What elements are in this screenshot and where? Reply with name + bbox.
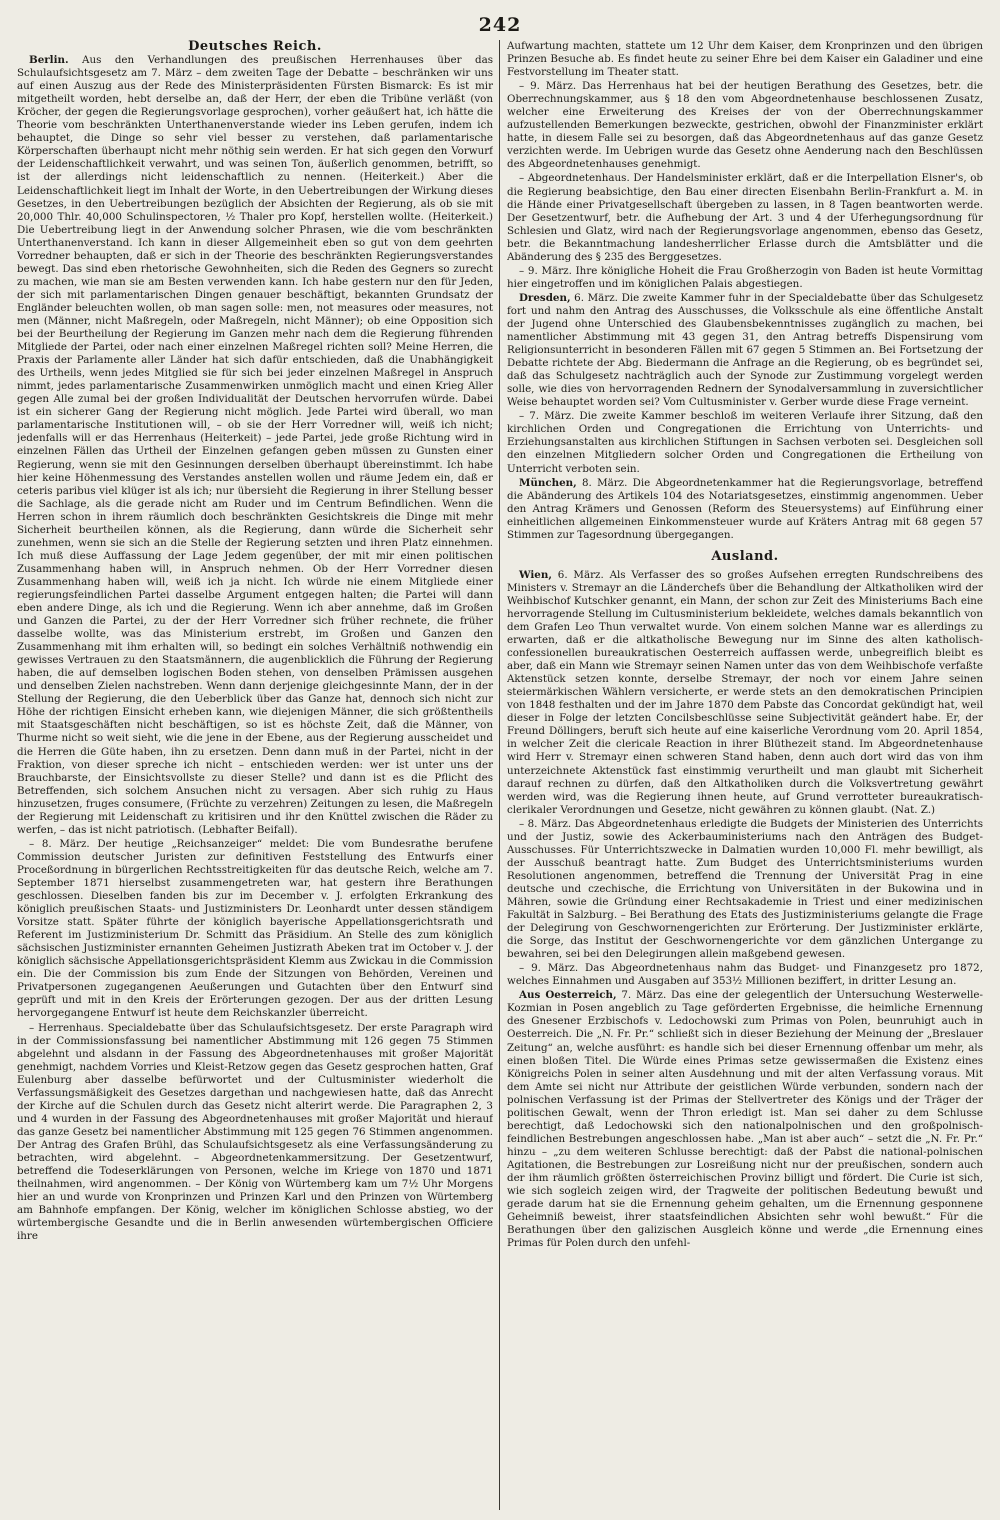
article-paragraph	[507, 292, 983, 409]
paragraph-text: 6. März. Als Verfasser des so großes Aufsehen erregten Rundschreibens des Ministers v. Stremayr an die Länderchefs über die Behandlung der Altkatholiken wird der Weihbischof Kutschker genannt, ein Mann, der schon zur Zeit des Ministeriums Bach eine hervorragende Stellung im Cultusministerium bekleidete, welches damals bekanntlich von dem Grafen Leo Thun verwaltet wurde. Von einem solchen Manne war es allerdings zu erwarten, daß er die altkatholische Bewegung nur im Sinne des alten katholisch-confessionellen bureaukratischen Oesterreich auffassen werde, unbegreiflich bleibt es aber, daß ein Mann wie Stremayr seinen Namen unter das von dem Weihbischofe verfaßte Aktenstück setzen konnte, derselbe Stremayr, der noch vor einem Jahre seinen steiermärkischen Wählern versicherte, er werde stets an den demokratischen Principien von 1848 festhalten und der im Jahre 1870 dem Pabste das Concordat gekündigt hat, weil dieser in Folge der letzten Concilsbeschlüsse seine Subjectivität geändert habe. Er, der Freund Döllingers, beruft sich heute auf eine kaiserliche Verordnung vom 20. April 1854, in welcher Zeit die clericale Reaction in ihrer Blüthezeit stand. Im Abgeordnetenhause wird Herr v. Stremayr einen schweren Stand haben, denn auch dort wird das von ihm unterzeichnete Aktenstück fast einstimmig verurtheilt und man glaubt mit Sicherheit darauf rechnen zu dürfen, daß den Altkatholiken durch die Volksvertretung gewährt werden wird, was die Regierung ihnen heute, auf Grund verrotteter bureaukratisch-clerikaler Verordnungen und Gesetze, nicht gewähren zu können glaubt. (Nat. Z.)	[507, 568, 983, 816]
paragraph-text: – 9. März. Das Herrenhaus hat bei der heutigen Berathung des Gesetzes, betr. die Oberrechnungskammer, aus § 18 den vom Abgeordnetenhause beschlossenen Zusatz, welcher eine Erweiterung des Kreises der von der Oberrechnungskammer aufzustellenden Bemerkungen bezweckte, gestrichen, obwohl der Finanzminister erklärt hatte, in diesem Falle sei zu besorgen, daß das Abgeordnetenhaus auf das ganze Gesetz verzichten werde. Im Uebrigen wurde das Gesetz ohne Aenderung nach den Beschlüssen des Abgeordnetenhauses genehmigt.	[507, 80, 983, 171]
article-paragraph	[507, 80, 983, 171]
article-paragraph	[507, 265, 983, 291]
paragraph-text: Aufwartung machten, stattete um 12 Uhr dem Kaiser, dem Kronprinzen und den übrigen Prinzen Besuche ab. Es findet heute zu seiner Ehre bei dem Kaiser ein Galadiner und eine Festvorstellung im Theater statt.	[507, 40, 983, 79]
dateline: Berlin.	[29, 54, 69, 67]
article-paragraph	[507, 477, 983, 542]
paragraph-text: 8. März. Die Abgeordnetenkammer hat die Regierungsvorlage, betreffend die Abänderung des Artikels 104 des Notariatsgesetzes, einstimmig angenommen. Ueber den Antrag Krämers und Genossen (Reform des Steuersystems) auf Einführung einer einheitlichen allgemeinen Einkommensteuer wurde auf Kräters Antrag mit 68 gegen 57 Stimmen zur Tagesordnung übergegangen.	[507, 476, 983, 541]
section-title-ausland: Ausland.	[711, 548, 779, 564]
dateline: Aus Oesterreich,	[519, 989, 617, 1002]
article-paragraph	[507, 569, 983, 817]
page-number: 242	[478, 14, 522, 36]
right-bottom-paragraphs	[507, 569, 983, 1250]
dateline: Wien,	[519, 568, 552, 581]
column-divider	[499, 40, 500, 1510]
article-paragraph	[507, 962, 983, 988]
article-paragraph	[507, 172, 983, 263]
paragraph-text: – 7. März. Die zweite Kammer beschloß im weiteren Verlaufe ihrer Sitzung, daß den kirchlichen Orden und Congregationen die Errichtung von Unterrichts- und Erziehungsanstalten aus kirchlichen Stiftungen in Sachsen verboten sei. Desgleichen soll den einzelnen Mitgliedern solcher Orden und Congregationen die Ertheilung von Unterricht verboten sein.	[507, 410, 983, 475]
article-paragraph	[17, 1022, 493, 1244]
paragraph-text: 7. März. Das eine der gelegentlich der Untersuchung Westerwelle-Kozmian in Posen angeblich zu Tage geförderten Ergebnisse, die heimliche Ernennung des Gnesener Erzbischofs v. Ledochowski zum Primas von Polen, beunruhigt auch in Oesterreich. Die „N. Fr. Pr.“ schließt sich in dieser Beziehung der Meinung der „Breslauer Zeitung“ an, welche ausführt: es handle sich bei dieser Ernennung offenbar um mehr, als einen bloßen Titel. Die Würde eines Primas setze gewissermaßen die Existenz eines Königreichs Polen in seiner alten Ausdehnung und mit der alten Verfassung voraus. Mit dem Amte sei nicht nur Attribute der geistlichen Würde verbunden, sondern nach der polnischen Verfassung ist der Primas der Stellvertreter des Königs und der Träger der politischen Gewalt, wenn der Thron erledigt ist. Man sei daher zu dem Schlusse berechtigt, daß Ledochowski sich den nationalpolnischen und den großpolnisch-feindlichen Bestrebungen angeschlossen habe. „Man ist aber auch“ – setzt die „N. Fr. Pr.“ hinzu – „zu dem weiteren Schlusse berechtigt: daß der Pabst die national-polnischen Agitationen, die Bestrebungen zur Losreißung nicht nur der preußischen, sondern auch der ihm räumlich größten österreichischen Provinz billigt und fördert. Die Curie ist sich, wie sich sogleich zeigen wird, der Tragweite der politischen Bedeutung bewußt und gerade darum hat sie die Ernennung geheim gehalten, um die Ernennung gesponnene Geheimniß beweist, ihrer staatsfeindlichen Absichten sehr wohl bewußt.“ Für die Berathungen über den galizischen Ausgleich könne und werde „die Ernennung eines Primas für Polen durch den unfehl-	[507, 989, 983, 1250]
article-paragraph	[507, 818, 983, 962]
right-column	[507, 40, 983, 1510]
paragraph-text: – Abgeordnetenhaus. Der Handelsminister erklärt, daß er die Interpellation Elsner's, ob die Regierung beabsichtige, den Bau einer directen Eisenbahn Berlin-Frankfurt a. M. in die Hände einer Privatgesellschaft übergeben zu lassen, in 8 Tagen beantworten werde. Der Gesetzentwurf, betr. die Aufhebung der Art. 3 und 4 der Uferhegungsordnung für Schlesien und Glatz, wird nach der Regierungsvorlage angenommen, ebenso das Gesetz, betr. die Bekanntmachung landesherrlicher Erlasse durch die Amtsblätter und die Abänderung des § 235 des Berggesetzes.	[507, 172, 983, 263]
dateline: Dresden,	[519, 291, 571, 304]
corner-mark	[958, 8, 986, 24]
dateline: München,	[519, 476, 577, 489]
left-paragraphs	[17, 54, 493, 1243]
paragraph-text: – 9. März. Ihre königliche Hoheit die Frau Großherzogin von Baden ist heute Vormittag hier eingetroffen und im königlichen Palais abgestiegen.	[507, 264, 983, 290]
article-paragraph	[17, 838, 493, 1021]
paragraph-text: – 9. März. Das Abgeordnetenhaus nahm das Budget- und Finanzgesetz pro 1872, welches Einnahmen und Ausgaben auf 353½ Millionen beziffert, in dritter Lesung an.	[507, 962, 983, 988]
paragraph-text: – 8. März. Der heutige „Reichsanzeiger“ meldet: Die vom Bundesrathe berufene Commission deutscher Juristen zur definitiven Feststellung des Entwurfs einer Proceßordnung in bürgerlichen Rechtsstreitigkeiten für das deutsche Reich, welche am 7. September 1871 hierselbst zusammengetreten war, hat gestern ihre Berathungen geschlossen. Dieselben fanden bis zur im December v. J. erfolgten Erkrankung des königlich preußischen Staats- und Justizministers Dr. Leonhardt unter dessen ständigem Vorsitze statt. Später führte der königlich bayerische Appellationsgerichtsrath und Referent im Justizministerium Dr. Schmitt das Präsidium. An Stelle des zum königlich sächsischen Justizminister ernannten Geheimen Justizrath Abeken trat im October v. J. der königlich sächsische Appellationsgerichtspräsident Klemm aus Zwickau in die Commission ein. Die der Commission bis zum Ende der Sitzungen von Behörden, Vereinen und Privatpersonen zugegangenen Aeußerungen und Gutachten über den Entwurf sind geprüft und mit in den Kreis der Erörterungen gezogen. Der aus der dritten Lesung hervorgegangene Entwurf ist heute dem Reichskanzler überreicht.	[17, 837, 493, 1020]
article-paragraph	[17, 54, 493, 837]
article-paragraph	[507, 989, 983, 1250]
paragraph-text: Aus den Verhandlungen des preußischen Herrenhauses über das Schulaufsichtsgesetz am 7. März – dem zweiten Tage der Debatte – beschränken wir uns auf einen Auszug aus der Rede des Ministerpräsidenten Fürsten Bismarck: Es ist mir mitgetheilt worden, hebt derselbe an, daß der Herr, der eben die Tribüne verläßt (von Kröcher, der gegen die Regierungsvorlage gesprochen), vorher geäußert hat, ich hätte die Theorie vom beschränkten Unterthanenverstande wieder ins Leben gerufen, indem ich behauptet, die Dinge so sehr viel besser zu verstehen, daß parlamentarische Körperschaften überhaupt nicht mehr nöthig sein werden. Er hat sich gegen den Vorwurf der Leidenschaftlichkeit verwahrt, und was seinen Ton, äußerlich genommen, betrifft, so ist der allerdings nicht leidenschaftlich zu nennen. (Heiterkeit.) Aber die Leidenschaftlichkeit liegt im Inhalt der Worte, in den Uebertreibungen der Wirkung dieses Gesetzes, in den Uebertreibungen bezüglich der Absichten der Regierung, als ob sie mit 20,000 Thlr. 40,000 Schulinspectoren, ½ Thaler pro Kopf, herstellen wollte. (Heiterkeit.) Die Uebertreibung liegt in der Anwendung solcher Phrasen, wie die vom beschränkten Unterthanenverstand. Ich kann in dieser Allgemeinheit eben so gut von dem geehrten Vorredner behaupten, daß er sich in der Theorie des beschränkten Regierungsverstandes bewegt. Das sind eben rhetorische Gewohnheiten, sich die Reden des Gegners so zurecht zu machen, wie man sie am Besten verwenden kann. Ich habe gestern nur den für Jeden, der sich mit parlamentarischen Dingen genauer beschäftigt, bekannten Grundsatz der Engländer beleuchten wollen, ob man sagen solle: men, not measures oder measures, not men (Männer, nicht Maßregeln, oder Maßregeln, nicht Männer); ob eine Opposition sich bei der Beurtheilung der Regierung im Ganzen mehr nach dem die Regierung führenden Mitgliede der Partei, oder nach einer einzelnen Maßregel richten soll? Meine Herren, die Praxis der Parlamente aller Länder hat sich dafür entschieden, daß die Unabhängigkeit des Urtheils, wenn jedes Mitglied sie für sich bei jeder einzelnen Maßregel in Anspruch nimmt, jedes parlamentarische Zusammenwirken unmöglich macht und einen Krieg Aller gegen Alle zumal bei der großen Individualität der Deutschen hervorrufen würde. Dabei ist ein sicherer Gang der Regierung nicht möglich. Jede Partei wird überall, wo man parlamentarische Institutionen will, – ob sie der Herr Vorredner will, weiß ich nicht; jedenfalls will er das Herrenhaus (Heiterkeit) – jede Partei, jede große Richtung wird in einzelnen Fällen das Urtheil der Einzelnen gefangen geben müssen zu Gunsten einer Regierung, wenn sie mit den Gesinnungen derselben überhaupt übereinstimmt. Ich habe hier keine Höhenmessung des Verstandes anstellen wollen und räume Jedem ein, daß er ceteris paribus viel klüger ist als ich; nur übersieht die Regierung in ihrer Stellung besser die Sachlage, als die gerade nicht am Ruder und im Centrum Befindlichen. Wenn die Herren schon in ihrem räumlich doch beschränkten Gesichtskreis die Dinge mit mehr Sicherheit beurtheilen können, als die Regierung, dann würde die Sicherheit sehr zunehmen, wenn sie sich an die Stelle der Regierung setzten und ihren Platz einnehmen. Ich muß diese Auffassung der Lage Jedem gegenüber, der mit mir einen politischen Zusammenhang haben will, in Anspruch nehmen. Ob der Herr Vorredner diesen Zusammenhang haben will, weiß ich ja nicht. Ich würde nie einem Mitgliede einer regierungsfeindlichen Partei dasselbe Argument entgegen halten; die Partei will dann eben andere Dinge, als ich und die Regierung. Wenn ich aber annehme, daß im Großen und Ganzen die Partei, zu der der Herr Vorredner sich früher rechnete, die früher dasselbe wollte, was das Ministerium erstrebt, im Großen und Ganzen den Zusammenhang mit ihm erhalten will, so bedingt ein solches Verhältniß nothwendig ein gewisses Vertrauen zu den Staatsmännern, die augenblicklich die Führung der Regierung haben, die auf demselben logischen Boden stehen, von denselben Prämissen ausgehen und denselben Zielen nachstreben. Wenn dann derjenige gleichgesinnte Mann, der in der Stellung der Regierung, die den Ueberblick über das Ganze hat, dennoch sich nicht zur Höhe der richtigen Einsicht erheben kann, wie diejenigen Männer, die sich größtentheils mit Staatsgeschäften nicht beschäftigen, so ist es höchste Zeit, daß die Männer, von Thurme nicht so weit sieht, wie die jene in der Ebene, aus der Regierung ausscheidet und die Herren die Güte haben, ihn zu ersetzen. Denn dann muß in der Partei, nicht in der Fraktion, von dieser spreche ich nicht – entschieden werden: wer ist unter uns der Brauchbarste, der Einsichtsvollste zu dieser Stelle? und dann ist es die Pflicht des Betreffenden, sich solchem Ansuchen nicht zu versagen. Aber sich ruhig zu Haus hinzusetzen, fruges consumere, (Früchte zu verzehren) Zeitungen zu lesen, die Maßregeln der Regierung mit Leidenschaft zu kritisiren und ihr den Knüttel zwischen die Räder zu werfen, – das ist nicht patriotisch. (Lebhafter Beifall).	[17, 54, 493, 836]
section-title-deutsches-reich: Deutsches Reich.	[188, 40, 322, 54]
article-paragraph	[507, 410, 983, 475]
article-paragraph	[507, 40, 983, 79]
right-top-paragraphs	[507, 40, 983, 542]
paragraph-text: – 8. März. Das Abgeordnetenhaus erledigte die Budgets der Ministerien des Unterrichts und der Justiz, sowie des Ackerbauministeriums nach den Anträgen des Budget-Ausschusses. Für Unterrichtszwecke in Dalmatien wurden 10,000 Fl. mehr bewilligt, als der Ausschuß beantragt hatte. Zum Budget des Unterrichtsministeriums wurden Resolutionen angenommen, betreffend die Trennung der Universität Prag in eine deutsche und czechische, die Errichtung von Universitäten in der Bukowina und in Mähren, sowie die Gründung einer Rechtsakademie in Triest und einer medizinischen Fakultät in Salzburg. – Bei Berathung des Etats des Justizministeriums gelangte die Frage der Delegirung von Geschwornengerichten zur Erörterung. Der Justizminister erklärte, die Sorge, das Institut der Geschwornengerichte vor dem gänzlichen Untergange zu bewahren, sei bei den Delegirungen allein maßgebend gewesen.	[507, 817, 983, 961]
paragraph-text: 6. März. Die zweite Kammer fuhr in der Specialdebatte über das Schulgesetz fort und nahm den Antrag des Ausschusses, die Volksschule als eine öffentliche Anstalt der Jugend ohne Unterschied des Glaubensbekenntnisses zugänglich zu machen, bei namentlicher Abstimmung mit 43 gegen 31, den Antrag betreffs Dispensirung vom Religionsunterricht in besonderen Fällen mit 67 gegen 5 Stimmen an. Bei Fortsetzung der Debatte richtete der Abg. Biedermann die Anfrage an die Regierung, ob es begründet sei, daß das Schulgesetz nachträglich auch der Synode zur Zustimmung vorgelegt werden solle, wie dies von hervorragenden Rednern der Synodalversammlung in zuversichtlicher Weise behauptet worden sei? Vom Cultusminister v. Gerber wurde diese Frage verneint.	[507, 291, 983, 409]
paragraph-text: – Herrenhaus. Specialdebatte über das Schulaufsichtsgesetz. Der erste Paragraph wird in der Commissionsfassung bei namentlicher Abstimmung mit 126 gegen 75 Stimmen abgelehnt und alsdann in der Fassung des Abgeordnetenhauses mit großer Majorität genehmigt, nachdem Vorries und Kleist-Retzow gegen das Gesetz gesprochen hatten, Graf Eulenburg aber dasselbe befürwortet und der Cultusminister wiederholt die Verfassungsmäßigkeit des Gesetzes dargethan und nachgewiesen hatte, daß das Anrecht der Kirche auf die Schulen durch das Gesetz nicht alterirt werde. Die Paragraphen 2, 3 und 4 wurden in der Fassung des Abgeordnetenhauses mit großer Majorität und hierauf das ganze Gesetz bei namentlicher Abstimmung mit 125 gegen 76 Stimmen angenommen. Der Antrag des Grafen Brühl, das Schulaufsichtsgesetz als eine Verfassungsänderung zu betrachten, wird abgelehnt. – Abgeordnetenkammersitzung. Der Gesetzentwurf, betreffend die Todeserklärungen von Personen, welche im Kriege von 1870 und 1871 theilnahmen, wird angenommen. – Der König von Würtemberg kam um 7½ Uhr Morgens hier an und wurde von Kronprinzen und Prinzen Karl und den Prinzen von Würtemberg am Bahnhofe empfangen. Der König, welcher im königlichen Schlosse abstieg, wo der würtembergische Gesandte und die in Berlin anwesenden würtembergischen Officiere ihre	[17, 1021, 493, 1243]
left-column	[17, 40, 493, 1510]
